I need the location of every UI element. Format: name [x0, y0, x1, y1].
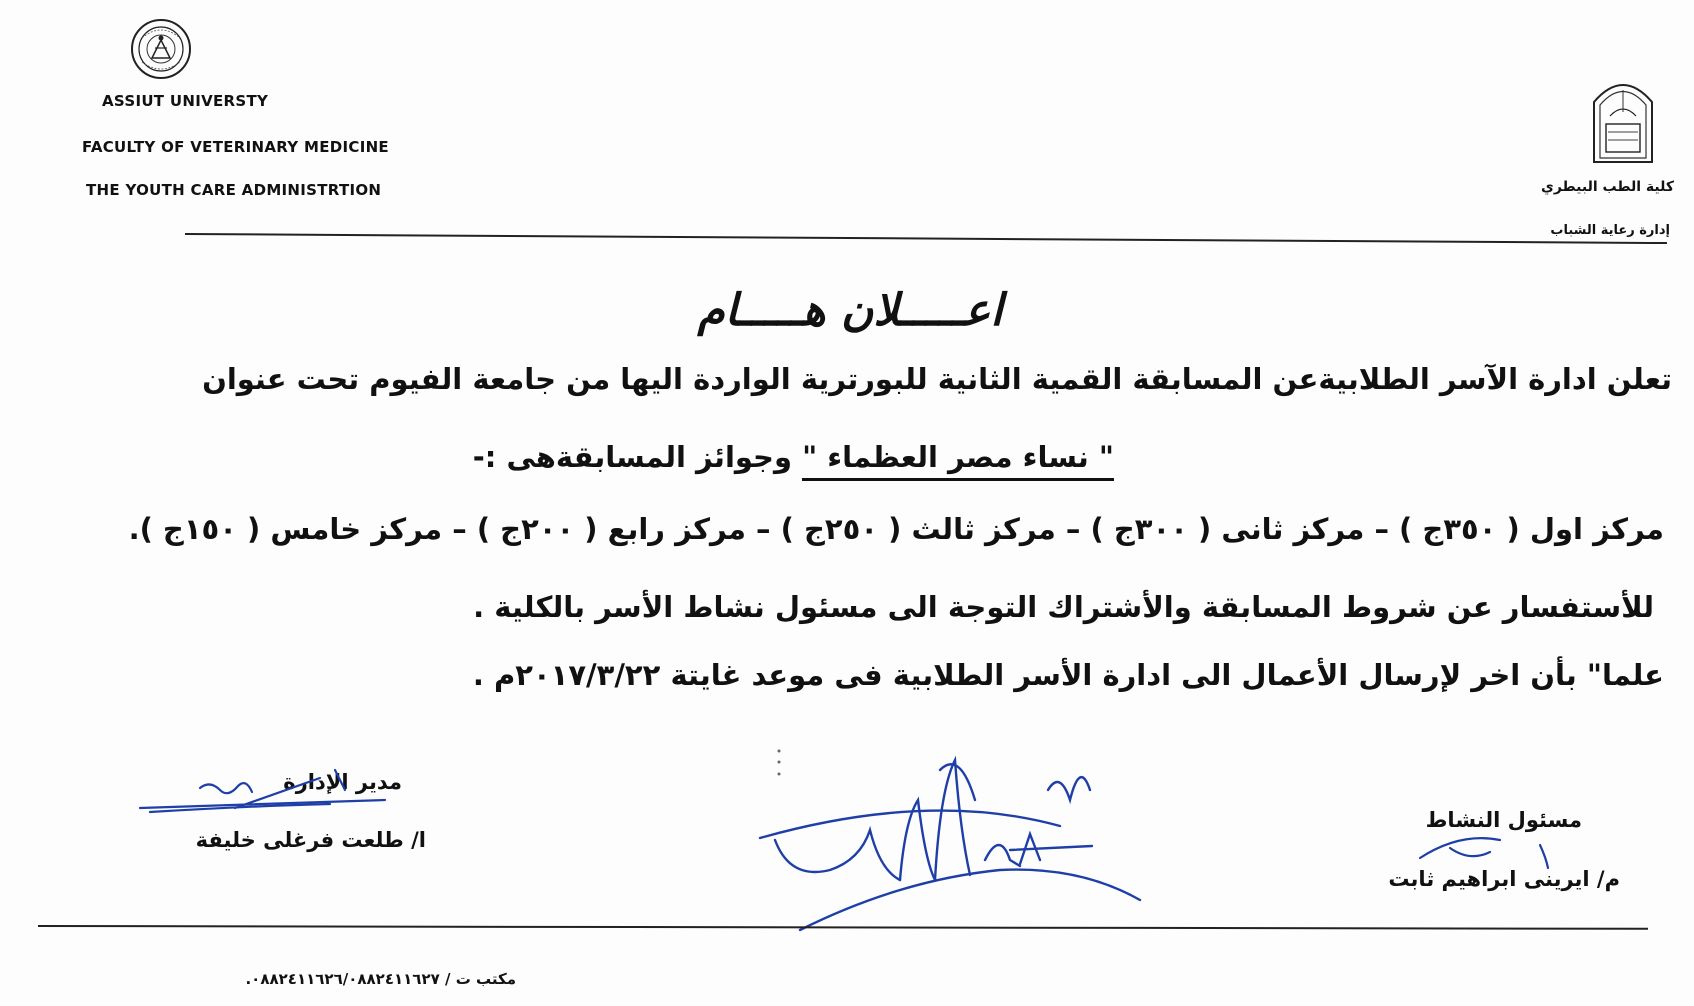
announcement-line-3-prizes: مركز اول ( ٣٥٠ج ) – مركز ثانى ( ٣٠٠ج ) – مركز ثالث ( ٢٥٠ج ) – مركز رابع ( ٢٠٠ج ) – مركز خامس ( ١٥٠ج ).	[128, 512, 1664, 546]
officer-signature	[1420, 838, 1548, 868]
youth-administration-name: THE YOUTH CARE ADMINISTRTION	[86, 181, 382, 199]
university-name: ASSIUT UNIVERSTY	[102, 92, 269, 110]
activity-officer-name: م/ ايرينى ابراهيم ثابت	[1388, 867, 1620, 891]
director-name: ا/ طلعت فرغلى خليفة	[195, 828, 426, 852]
university-seal-logo	[130, 18, 192, 80]
faculty-name-arabic: كلية الطب البيطري	[1541, 179, 1674, 195]
announcement-line-2	[473, 440, 1114, 474]
faculty-name: FACULTY OF VETERINARY MEDICINE	[82, 138, 389, 156]
faculty-emblem-logo	[1588, 72, 1658, 164]
announcement-title: اعـــــلان هـــــام	[697, 285, 1003, 336]
announcement-line-5-deadline: علما" بأن اخر لإرسال الأعمال الى ادارة الأسر الطلابية فى موعد غايتة ٢٠١٧/٣/٢٢م .	[472, 658, 1664, 692]
prizes-intro: وجوائز المسابقةهى :-	[472, 440, 803, 474]
director-title: مدير الإدارة	[283, 770, 402, 794]
activity-officer-title: مسئول النشاط	[1425, 808, 1582, 832]
office-phone: مكتب ت / ٠٨٨٢٤١١٦٢٦/٠٨٨٢٤١١٦٢٧.	[245, 970, 516, 988]
competition-title: " نساء مصر العظماء "	[802, 440, 1114, 481]
footer-divider	[38, 925, 1648, 930]
center-signature	[760, 760, 1140, 930]
announcement-line-4-inquiry: للأستفسار عن شروط المسابقة والأشتراك التوجة الى مسئول نشاط الأسر بالكلية .	[473, 590, 1654, 624]
youth-administration-arabic: إدارة رعاية الشباب	[1550, 223, 1670, 238]
announcement-line-1: تعلن ادارة الآسر الطلابيةعن المسابقة القمية الثانية للبورترية الواردة اليها من جامعة الفيوم تحت عنوان	[202, 362, 1672, 396]
stray-marks	[776, 748, 782, 778]
header-divider	[185, 233, 1667, 244]
